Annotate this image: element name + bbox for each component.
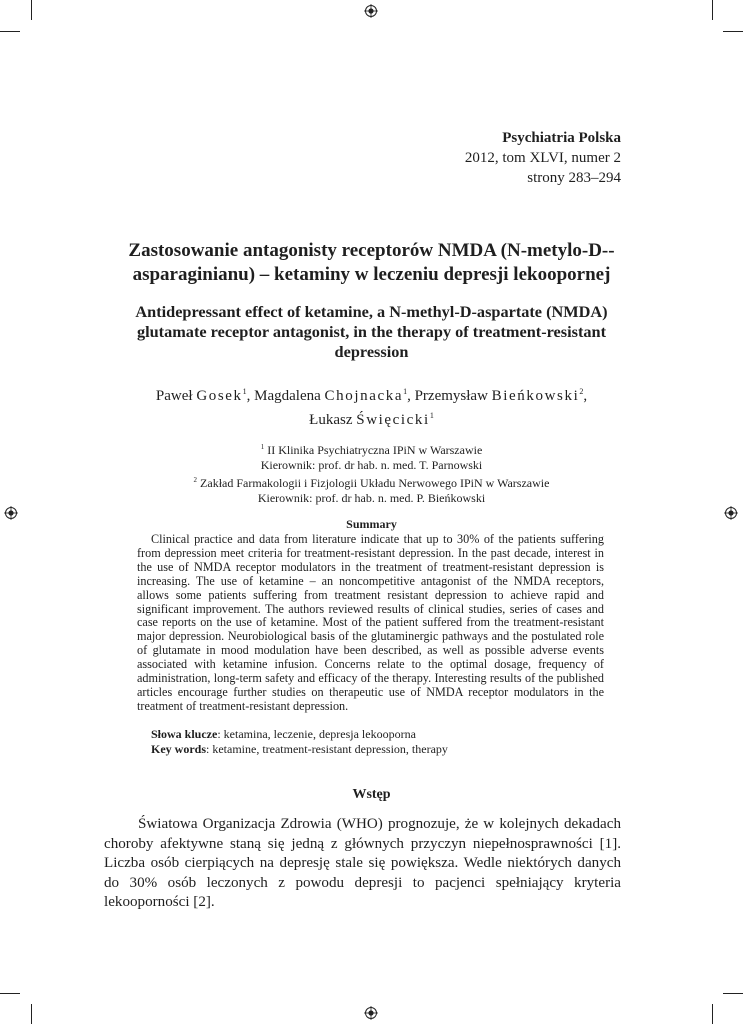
section-heading: Wstęp bbox=[352, 787, 391, 802]
crop-mark-bottom-left-v bbox=[31, 1004, 32, 1024]
author: Łukasz Święcicki$^1$ bbox=[309, 411, 434, 428]
summary-text: Clinical practice and data from literature indicate that up to 30% of the patients suffering from depression meet criteria for treatment-resistant depression. In the past decade, interest in the use of NMDA receptor modulators in the treatment of treatment-resistant depression is increasing. The use of ketamine – an noncompetitive antagonist of the NMDA receptors, allows some patients suffering from treatment resistant depression to achieve rapid and significant improvement. The authors reviewed results of clinical studies, series of cases and case reports on the use of ketamine. Most of the patient suffered from the treatment-resistant major depression. Neurobiological basis of the glutaminergic pathways and the postulated role of glutamate in mood modulation have been described, as well as possible adverse events associated with ketamine infusion. Concerns relate to the optimal dosage, frequency of administration, long-term safety and efficacy of the therapy. Interesting results of the published articles encourage further studies on therapeutic use of NMDA receptor modulators in the treatment of treatment-resistant depression. bbox=[137, 532, 604, 713]
journal-issue: 2012, tom XLVI, numer 2 bbox=[464, 150, 621, 166]
keywords-english: Key words: ketamine, treatment-resistant depression, therapy bbox=[151, 742, 448, 756]
author: Paweł Gosek$^1$, bbox=[155, 387, 255, 404]
author: Magdalena Chojnacka$^1$, bbox=[254, 387, 415, 404]
crop-mark-bottom-left-h bbox=[0, 993, 20, 994]
crop-mark-top-right-h bbox=[723, 31, 743, 32]
registration-mark-icon bbox=[364, 4, 378, 18]
crop-mark-top-right-v bbox=[712, 0, 713, 20]
summary-heading: Summary bbox=[346, 517, 397, 531]
author-list bbox=[100, 382, 643, 430]
affiliations bbox=[100, 440, 643, 506]
affiliation-line: Kierownik: prof. dr hab. n. med. P. Bieńkowski bbox=[257, 491, 486, 505]
author: Przemysław Bieńkowski$^2$, bbox=[414, 387, 588, 404]
journal-name: Psychiatria Polska bbox=[502, 130, 621, 146]
article-title-polish: Zastosowanie antagonisty receptorów NMDA (N-metylo-D--asparaginianu) – ketaminy w leczeniu depresji lekoopornej bbox=[128, 240, 615, 285]
affiliation-line: $^2$ Zakład Farmakologii i Fizjologii Układu Nerwowego IPiN w Warszawie bbox=[193, 476, 550, 490]
registration-mark-icon bbox=[724, 506, 738, 520]
affiliation-line: $^1$ II Klinika Psychiatryczna IPiN w Warszawie bbox=[260, 443, 483, 457]
keywords bbox=[151, 727, 611, 757]
registration-mark-icon bbox=[4, 506, 18, 520]
affiliation-line: Kierownik: prof. dr hab. n. med. T. Parnowski bbox=[260, 458, 483, 472]
registration-mark-icon bbox=[364, 1006, 378, 1020]
crop-mark-bottom-right-h bbox=[723, 993, 743, 994]
crop-mark-top-left-v bbox=[31, 0, 32, 20]
section-body-text: Światowa Organizacja Zdrowia (WHO) prognozuje, że w kolejnych dekadach choroby afektywne staną się jedną z głównych przyczyn niepełnosprawności [1]. Liczba osób cierpiących na depresję stale się powiększa. Wedle niektórych danych do 30% osób leczonych z powodu depresji to pacjenci spełniający kryteria lekooporności [2]. bbox=[104, 816, 621, 910]
crop-mark-top-left-h bbox=[0, 31, 20, 32]
crop-mark-bottom-right-v bbox=[712, 1004, 713, 1024]
keywords-polish: Słowa klucze: ketamina, leczenie, depresja lekooporna bbox=[151, 727, 416, 741]
journal-header bbox=[465, 128, 621, 188]
journal-pages: strony 283–294 bbox=[527, 170, 621, 186]
article-title-english: Antidepressant effect of ketamine, a N-methyl-D-aspartate (NMDA) glutamate receptor antagonist, in the therapy of treatment-resistant depression bbox=[135, 302, 608, 361]
